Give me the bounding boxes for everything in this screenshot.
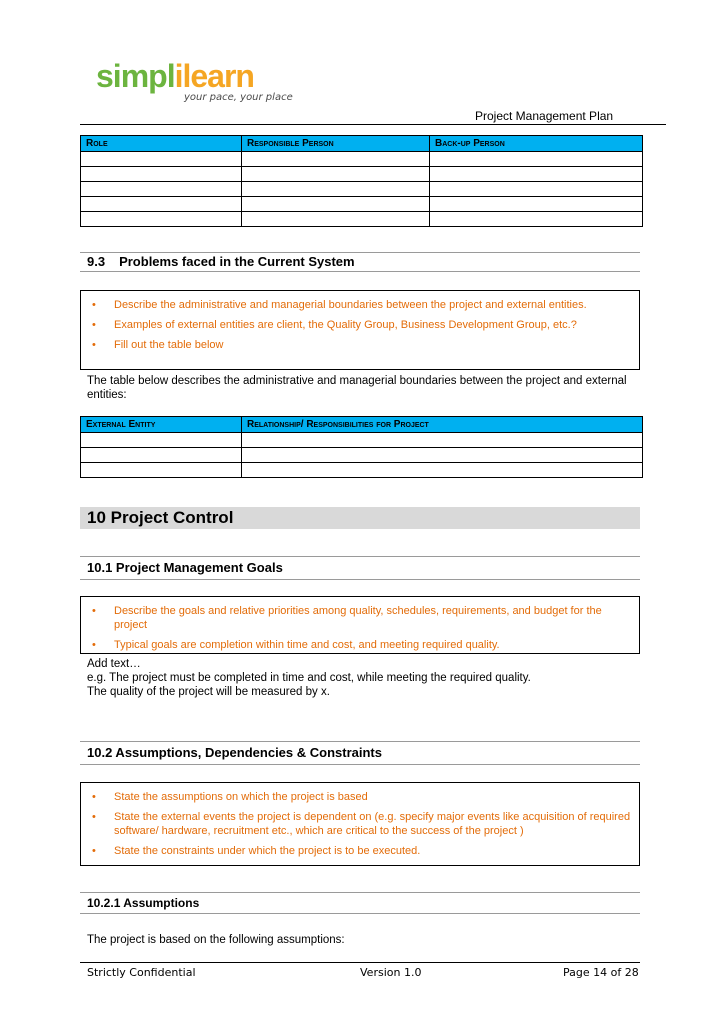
instruction-item: • Describe the goals and relative priorities among quality, schedules, requirements, and budget for the project bbox=[92, 605, 602, 631]
table-row bbox=[81, 167, 643, 182]
footer-confidential: Strictly Confidential bbox=[87, 966, 196, 979]
table-cell bbox=[81, 212, 242, 227]
table-cell bbox=[81, 152, 242, 167]
text-line: The quality of the project will be measured by x. bbox=[87, 686, 330, 698]
table-row bbox=[81, 448, 643, 463]
table-header-row bbox=[81, 136, 643, 152]
table-row bbox=[81, 197, 643, 212]
table-row bbox=[81, 182, 643, 197]
logo-tagline: your pace, your place bbox=[184, 92, 293, 103]
table-cell bbox=[430, 182, 643, 197]
paragraph-10-1 bbox=[87, 657, 637, 699]
bullet-icon: • bbox=[92, 339, 96, 351]
table-cell bbox=[81, 197, 242, 212]
table-cell bbox=[81, 182, 242, 197]
text-line: Add text… bbox=[87, 658, 141, 670]
paragraph-10-2-1: The project is based on the following assumptions: bbox=[87, 934, 345, 946]
table-row bbox=[81, 463, 643, 478]
table-cell bbox=[242, 182, 430, 197]
table-cell bbox=[242, 463, 643, 478]
instruction-item: • State the constraints under which the project is to be executed. bbox=[92, 845, 421, 857]
instruction-item: • State the assumptions on which the project is based bbox=[92, 791, 368, 803]
table-cell bbox=[81, 433, 242, 448]
bullet-icon: • bbox=[92, 639, 96, 651]
instruction-item: • Describe the administrative and managerial boundaries between the project and external entities. bbox=[92, 299, 587, 311]
external-entity-table bbox=[80, 416, 643, 478]
header-divider bbox=[80, 124, 666, 125]
instruction-item: • State the external events the project is dependent on (e.g. specify major events like acquisition of required software/ hardware, recruitment etc., which are critical to the success of the project ) bbox=[92, 811, 631, 837]
instruction-box-10-1 bbox=[80, 596, 640, 654]
column-header-backup-person: Back-up Person bbox=[430, 136, 643, 152]
bullet-icon: • bbox=[92, 605, 96, 617]
instruction-item: • Typical goals are completion within time and cost, and meeting required quality. bbox=[92, 639, 500, 651]
table-cell bbox=[430, 152, 643, 167]
bullet-icon: • bbox=[92, 319, 96, 331]
footer-divider bbox=[80, 962, 640, 963]
section-heading-10: 10 Project Control bbox=[80, 507, 640, 529]
text-line: e.g. The project must be completed in time and cost, while meeting the required quality. bbox=[87, 672, 531, 684]
column-header-role: Role bbox=[81, 136, 242, 152]
instruction-box-10-2 bbox=[80, 782, 640, 866]
roles-table bbox=[80, 135, 643, 227]
table-cell bbox=[242, 212, 430, 227]
table-cell bbox=[81, 167, 242, 182]
section-heading-9-3: 9.3 Problems faced in the Current System bbox=[80, 252, 640, 272]
simplilearn-logo bbox=[96, 58, 296, 108]
paragraph-9-3: The table below describes the administrative and managerial boundaries between the project and external entities: bbox=[87, 375, 627, 401]
table-cell bbox=[242, 433, 643, 448]
bullet-icon: • bbox=[92, 845, 96, 857]
section-heading-10-2-1: 10.2.1 Assumptions bbox=[80, 892, 640, 914]
document-title: Project Management Plan bbox=[475, 109, 614, 123]
section-heading-10-1: 10.1 Project Management Goals bbox=[80, 556, 640, 580]
column-header-relationship: Relationship/ Responsibilities for Project bbox=[242, 417, 643, 433]
table-cell bbox=[242, 197, 430, 212]
table-row bbox=[81, 212, 643, 227]
instruction-box-9-3 bbox=[80, 290, 640, 370]
logo-wordmark: simplilearn bbox=[96, 58, 254, 94]
table-cell bbox=[242, 448, 643, 463]
table-cell bbox=[242, 152, 430, 167]
bullet-icon: • bbox=[92, 791, 96, 803]
table-cell bbox=[430, 197, 643, 212]
footer-version: Version 1.0 bbox=[360, 966, 422, 979]
table-row bbox=[81, 152, 643, 167]
column-header-responsible-person: Responsible Person bbox=[242, 136, 430, 152]
table-cell bbox=[242, 167, 430, 182]
footer-page-number: Page 14 of 28 bbox=[563, 966, 639, 979]
table-cell bbox=[81, 463, 242, 478]
instruction-item: • Examples of external entities are client, the Quality Group, Business Development Group, etc.? bbox=[92, 319, 577, 331]
bullet-icon: • bbox=[92, 299, 96, 311]
instruction-item: • Fill out the table below bbox=[92, 339, 224, 351]
bullet-icon: • bbox=[92, 811, 96, 823]
table-cell bbox=[430, 167, 643, 182]
table-header-row bbox=[81, 417, 643, 433]
table-cell bbox=[430, 212, 643, 227]
table-row bbox=[81, 433, 643, 448]
column-header-external-entity: External Entity bbox=[81, 417, 242, 433]
section-heading-10-2: 10.2 Assumptions, Dependencies & Constraints bbox=[80, 741, 640, 765]
table-cell bbox=[81, 448, 242, 463]
